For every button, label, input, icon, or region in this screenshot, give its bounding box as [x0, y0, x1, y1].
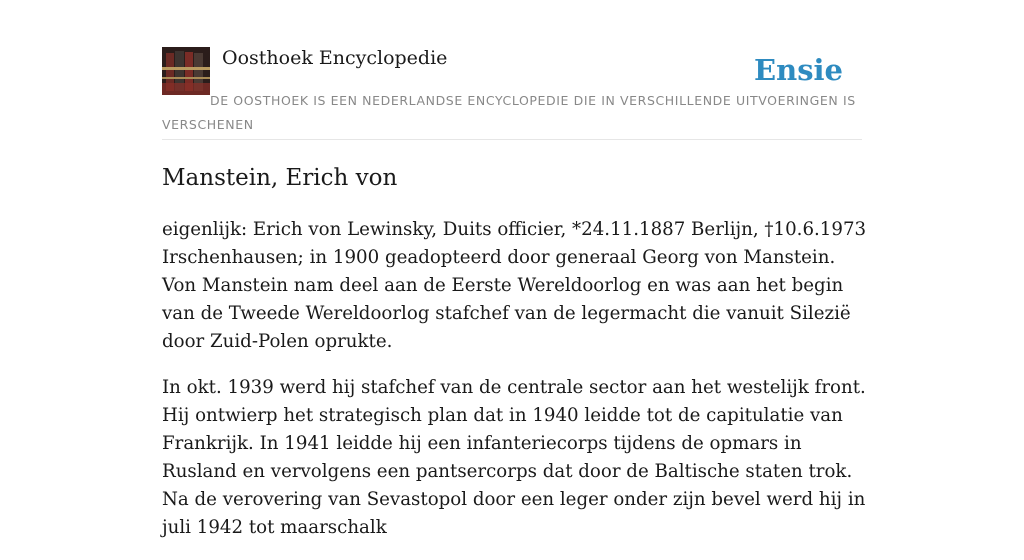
publication-tagline: DE OOSTHOEK IS EEN NEDERLANDSE ENCYCLOPEDIE DIE IN VERSCHILLENDE UITVOERINGEN IS VERSCHENEN	[162, 93, 856, 132]
article-body	[162, 216, 867, 560]
publication-name[interactable]: Oosthoek Encyclopedie	[222, 47, 448, 69]
article-title: Manstein, Erich von	[162, 165, 398, 191]
article-paragraph: eigenlijk: Erich von Lewinsky, Duits officier, *24.11.1887 Berlijn, †10.6.1973 Irschenhausen; in 1900 geadopteerd door generaal Georg von Manstein. Von Manstein nam deel aan de Eerste Wereldoorlog en was aan het begin van de Tweede Wereldoorlog stafchef van de legermacht die vanuit Silezië door Zuid-Polen oprukte.	[162, 219, 867, 352]
books-image	[162, 47, 210, 95]
brand-logo[interactable]: Ensie	[754, 53, 843, 87]
books-avatar-icon[interactable]	[162, 47, 210, 95]
header	[162, 46, 862, 140]
article-paragraph: In okt. 1939 werd hij stafchef van de centrale sector aan het westelijk front. Hij ontwierp het strategisch plan dat in 1940 leidde tot de capitulatie van Frankrijk. In 1941 leidde hij een infanteriecorps tijdens de opmars in Rusland en vervolgens een pantsercorps dat door de Baltische staten trok. Na de verovering van Sevastopol door een leger onder zijn bevel werd hij in juli 1942 tot maarschalk	[162, 377, 866, 538]
